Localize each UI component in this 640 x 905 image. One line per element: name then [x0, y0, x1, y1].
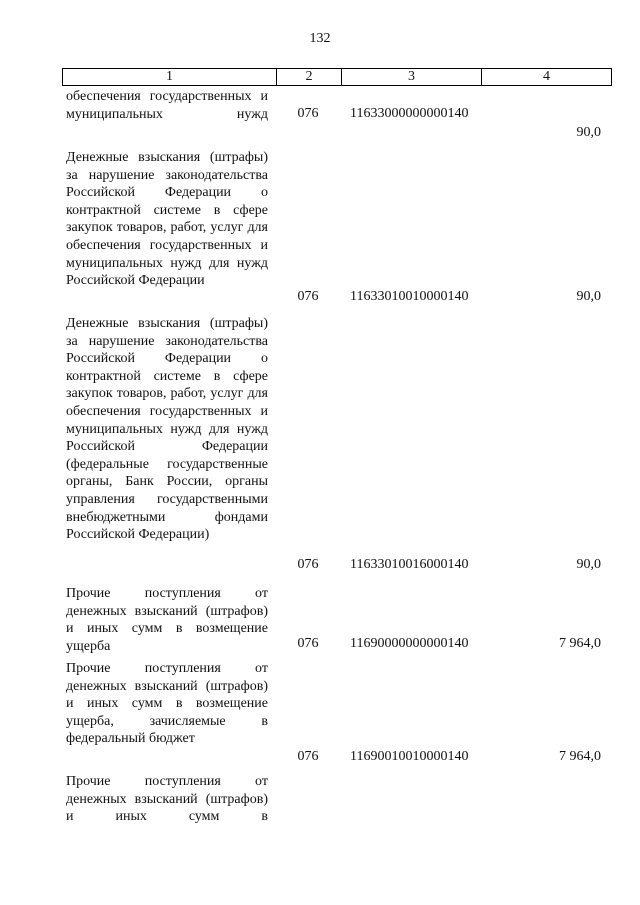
page-number: 132 [309, 31, 331, 46]
column-header-2: 2 [276, 69, 341, 85]
row-code: 076 [297, 289, 319, 304]
row-kbk: 11690000000000140 [350, 636, 469, 651]
row-kbk: 11633010016000140 [350, 557, 469, 572]
row-code: 076 [297, 106, 319, 121]
row-code: 076 [297, 749, 319, 764]
row-amount: 90,0 [576, 557, 601, 572]
column-header-4: 4 [481, 69, 611, 85]
row-description: Прочие поступления от денежных взысканий (штрафов) и иных сумм в [66, 774, 268, 825]
column-header-1: 1 [166, 69, 173, 84]
row-description: Денежные взыскания (штрафы) за нарушение законодательства Российской Федерации о контрактной системе в сфере закупок товаров, работ, услуг для обеспечения государственных и муниципальных нужд для нужд Российской Федерации [66, 150, 268, 289]
row-amount: 90,0 [576, 289, 601, 304]
row-kbk: 11690010010000140 [350, 749, 469, 764]
row-amount: 7 964,0 [559, 636, 601, 651]
row-code: 076 [297, 557, 319, 572]
row-amount: 7 964,0 [559, 749, 601, 764]
row-kbk: 11633010010000140 [350, 289, 469, 304]
row-description: Денежные взыскания (штрафы) за нарушение законодательства Российской Федерации о контрактной системе в сфере закупок товаров, работ, услуг для обеспечения государственных и муниципальных нужд для нужд Российской Федерации (федеральные государственные органы, Банк России, органы управления государственными внебюджетными фондами Российской Федерации) [66, 316, 268, 543]
row-description: обеспечения государственных и муниципальных нужд [66, 89, 268, 122]
column-header-3: 3 [341, 69, 481, 85]
row-kbk: 11633000000000140 [350, 106, 469, 121]
row-description: Прочие поступления от денежных взысканий (штрафов) и иных сумм в возмещение ущерба, зачисляемые в федеральный бюджет [66, 661, 268, 747]
row-amount: 90,0 [576, 125, 601, 140]
row-code: 076 [297, 636, 319, 651]
row-description: Прочие поступления от денежных взысканий (штрафов) и иных сумм в возмещение ущерба [66, 586, 268, 654]
